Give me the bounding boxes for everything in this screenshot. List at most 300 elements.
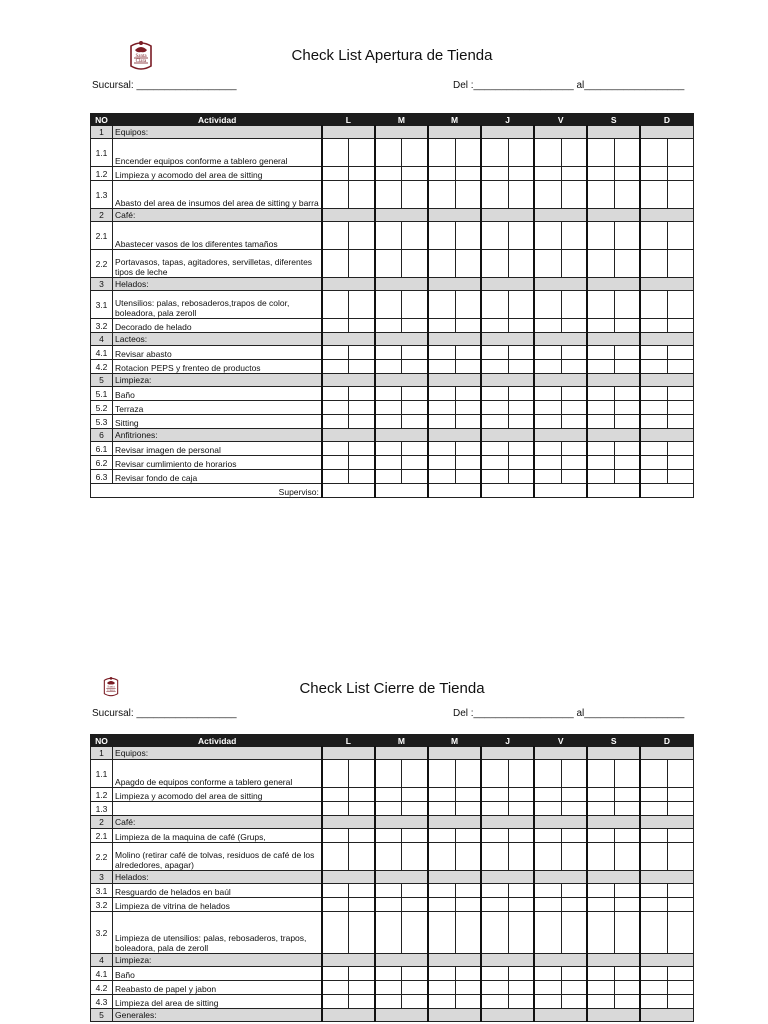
check-cell[interactable] xyxy=(640,401,667,415)
check-cell[interactable] xyxy=(534,802,561,816)
check-cell[interactable] xyxy=(640,250,667,278)
check-cell[interactable] xyxy=(375,139,402,167)
check-cell[interactable] xyxy=(349,788,375,802)
check-cell[interactable] xyxy=(455,898,481,912)
check-cell[interactable] xyxy=(640,442,667,456)
check-cell[interactable] xyxy=(508,387,534,401)
check-cell[interactable] xyxy=(614,181,640,209)
check-cell[interactable] xyxy=(375,829,402,843)
check-cell[interactable] xyxy=(349,250,375,278)
check-cell[interactable] xyxy=(428,829,455,843)
check-cell[interactable] xyxy=(375,181,402,209)
check-cell[interactable] xyxy=(508,967,534,981)
check-cell[interactable] xyxy=(455,442,481,456)
check-cell[interactable] xyxy=(481,415,508,429)
check-cell[interactable] xyxy=(587,415,614,429)
check-cell[interactable] xyxy=(508,898,534,912)
check-cell[interactable] xyxy=(614,346,640,360)
check-cell[interactable] xyxy=(534,829,561,843)
check-cell[interactable] xyxy=(587,760,614,788)
check-cell[interactable] xyxy=(322,981,349,995)
check-cell[interactable] xyxy=(534,967,561,981)
check-cell[interactable] xyxy=(640,167,667,181)
check-cell[interactable] xyxy=(587,167,614,181)
check-cell[interactable] xyxy=(561,181,587,209)
check-cell[interactable] xyxy=(614,222,640,250)
check-cell[interactable] xyxy=(322,401,349,415)
check-cell[interactable] xyxy=(402,181,428,209)
check-cell[interactable] xyxy=(322,760,349,788)
check-cell[interactable] xyxy=(402,291,428,319)
check-cell[interactable] xyxy=(375,470,402,484)
check-cell[interactable] xyxy=(375,346,402,360)
check-cell[interactable] xyxy=(534,167,561,181)
check-cell[interactable] xyxy=(667,319,693,333)
check-cell[interactable] xyxy=(587,995,614,1009)
check-cell[interactable] xyxy=(375,912,402,954)
check-cell[interactable] xyxy=(481,139,508,167)
check-cell[interactable] xyxy=(481,250,508,278)
check-cell[interactable] xyxy=(455,884,481,898)
check-cell[interactable] xyxy=(587,319,614,333)
check-cell[interactable] xyxy=(640,967,667,981)
check-cell[interactable] xyxy=(349,912,375,954)
check-cell[interactable] xyxy=(614,139,640,167)
check-cell[interactable] xyxy=(322,456,349,470)
check-cell[interactable] xyxy=(561,442,587,456)
check-cell[interactable] xyxy=(508,470,534,484)
check-cell[interactable] xyxy=(667,181,693,209)
check-cell[interactable] xyxy=(375,995,402,1009)
check-cell[interactable] xyxy=(667,843,693,871)
check-cell[interactable] xyxy=(561,387,587,401)
check-cell[interactable] xyxy=(667,415,693,429)
check-cell[interactable] xyxy=(349,760,375,788)
check-cell[interactable] xyxy=(534,788,561,802)
check-cell[interactable] xyxy=(561,167,587,181)
check-cell[interactable] xyxy=(349,139,375,167)
check-cell[interactable] xyxy=(640,788,667,802)
check-cell[interactable] xyxy=(561,139,587,167)
check-cell[interactable] xyxy=(587,898,614,912)
check-cell[interactable] xyxy=(481,995,508,1009)
check-cell[interactable] xyxy=(534,843,561,871)
check-cell[interactable] xyxy=(640,360,667,374)
check-cell[interactable] xyxy=(375,898,402,912)
check-cell[interactable] xyxy=(402,912,428,954)
check-cell[interactable] xyxy=(667,250,693,278)
check-cell[interactable] xyxy=(561,829,587,843)
check-cell[interactable] xyxy=(614,884,640,898)
check-cell[interactable] xyxy=(455,456,481,470)
check-cell[interactable] xyxy=(402,760,428,788)
check-cell[interactable] xyxy=(614,843,640,871)
check-cell[interactable] xyxy=(402,167,428,181)
check-cell[interactable] xyxy=(349,995,375,1009)
check-cell[interactable] xyxy=(508,843,534,871)
check-cell[interactable] xyxy=(481,456,508,470)
check-cell[interactable] xyxy=(587,387,614,401)
check-cell[interactable] xyxy=(322,291,349,319)
check-cell[interactable] xyxy=(561,360,587,374)
check-cell[interactable] xyxy=(375,442,402,456)
check-cell[interactable] xyxy=(534,222,561,250)
check-cell[interactable] xyxy=(402,788,428,802)
check-cell[interactable] xyxy=(614,760,640,788)
check-cell[interactable] xyxy=(322,346,349,360)
check-cell[interactable] xyxy=(667,760,693,788)
check-cell[interactable] xyxy=(614,995,640,1009)
check-cell[interactable] xyxy=(508,829,534,843)
check-cell[interactable] xyxy=(349,387,375,401)
check-cell[interactable] xyxy=(428,360,455,374)
check-cell[interactable] xyxy=(587,981,614,995)
check-cell[interactable] xyxy=(614,319,640,333)
check-cell[interactable] xyxy=(640,387,667,401)
check-cell[interactable] xyxy=(508,442,534,456)
check-cell[interactable] xyxy=(587,181,614,209)
check-cell[interactable] xyxy=(667,222,693,250)
check-cell[interactable] xyxy=(481,387,508,401)
check-cell[interactable] xyxy=(322,360,349,374)
check-cell[interactable] xyxy=(614,788,640,802)
check-cell[interactable] xyxy=(481,167,508,181)
check-cell[interactable] xyxy=(455,291,481,319)
check-cell[interactable] xyxy=(667,470,693,484)
check-cell[interactable] xyxy=(640,843,667,871)
check-cell[interactable] xyxy=(640,139,667,167)
check-cell[interactable] xyxy=(508,912,534,954)
check-cell[interactable] xyxy=(402,346,428,360)
check-cell[interactable] xyxy=(640,222,667,250)
check-cell[interactable] xyxy=(349,167,375,181)
period-field[interactable]: Del :__________________ al__________________ xyxy=(453,708,685,719)
check-cell[interactable] xyxy=(402,456,428,470)
check-cell[interactable] xyxy=(402,222,428,250)
check-cell[interactable] xyxy=(349,442,375,456)
check-cell[interactable] xyxy=(375,456,402,470)
check-cell[interactable] xyxy=(455,788,481,802)
sucursal-field[interactable]: Sucursal: __________________ xyxy=(92,708,237,719)
check-cell[interactable] xyxy=(640,760,667,788)
check-cell[interactable] xyxy=(402,415,428,429)
check-cell[interactable] xyxy=(375,760,402,788)
check-cell[interactable] xyxy=(508,401,534,415)
check-cell[interactable] xyxy=(667,967,693,981)
check-cell[interactable] xyxy=(508,788,534,802)
supervisor-sign-cell[interactable] xyxy=(587,484,640,498)
check-cell[interactable] xyxy=(349,843,375,871)
check-cell[interactable] xyxy=(455,387,481,401)
check-cell[interactable] xyxy=(587,967,614,981)
check-cell[interactable] xyxy=(587,222,614,250)
check-cell[interactable] xyxy=(508,981,534,995)
check-cell[interactable] xyxy=(481,788,508,802)
check-cell[interactable] xyxy=(322,139,349,167)
check-cell[interactable] xyxy=(428,139,455,167)
check-cell[interactable] xyxy=(428,981,455,995)
check-cell[interactable] xyxy=(402,470,428,484)
check-cell[interactable] xyxy=(534,981,561,995)
check-cell[interactable] xyxy=(349,981,375,995)
check-cell[interactable] xyxy=(428,802,455,816)
check-cell[interactable] xyxy=(534,319,561,333)
supervisor-sign-cell[interactable] xyxy=(428,484,481,498)
check-cell[interactable] xyxy=(375,843,402,871)
check-cell[interactable] xyxy=(481,346,508,360)
check-cell[interactable] xyxy=(455,401,481,415)
check-cell[interactable] xyxy=(455,250,481,278)
check-cell[interactable] xyxy=(614,470,640,484)
check-cell[interactable] xyxy=(455,470,481,484)
check-cell[interactable] xyxy=(402,139,428,167)
check-cell[interactable] xyxy=(640,291,667,319)
check-cell[interactable] xyxy=(534,456,561,470)
check-cell[interactable] xyxy=(375,884,402,898)
check-cell[interactable] xyxy=(375,415,402,429)
check-cell[interactable] xyxy=(428,250,455,278)
check-cell[interactable] xyxy=(428,346,455,360)
check-cell[interactable] xyxy=(614,387,640,401)
check-cell[interactable] xyxy=(322,167,349,181)
check-cell[interactable] xyxy=(667,139,693,167)
check-cell[interactable] xyxy=(667,912,693,954)
check-cell[interactable] xyxy=(614,456,640,470)
check-cell[interactable] xyxy=(667,995,693,1009)
check-cell[interactable] xyxy=(455,415,481,429)
check-cell[interactable] xyxy=(561,802,587,816)
check-cell[interactable] xyxy=(349,829,375,843)
check-cell[interactable] xyxy=(481,291,508,319)
check-cell[interactable] xyxy=(508,181,534,209)
check-cell[interactable] xyxy=(375,167,402,181)
check-cell[interactable] xyxy=(587,346,614,360)
check-cell[interactable] xyxy=(428,442,455,456)
check-cell[interactable] xyxy=(428,456,455,470)
check-cell[interactable] xyxy=(534,442,561,456)
check-cell[interactable] xyxy=(614,401,640,415)
check-cell[interactable] xyxy=(587,829,614,843)
check-cell[interactable] xyxy=(561,884,587,898)
check-cell[interactable] xyxy=(561,291,587,319)
check-cell[interactable] xyxy=(667,829,693,843)
check-cell[interactable] xyxy=(667,802,693,816)
check-cell[interactable] xyxy=(428,967,455,981)
check-cell[interactable] xyxy=(667,401,693,415)
check-cell[interactable] xyxy=(375,401,402,415)
check-cell[interactable] xyxy=(428,788,455,802)
check-cell[interactable] xyxy=(481,760,508,788)
check-cell[interactable] xyxy=(561,470,587,484)
check-cell[interactable] xyxy=(455,139,481,167)
check-cell[interactable] xyxy=(614,250,640,278)
check-cell[interactable] xyxy=(402,967,428,981)
check-cell[interactable] xyxy=(402,360,428,374)
check-cell[interactable] xyxy=(614,981,640,995)
check-cell[interactable] xyxy=(561,981,587,995)
check-cell[interactable] xyxy=(402,442,428,456)
check-cell[interactable] xyxy=(349,884,375,898)
check-cell[interactable] xyxy=(534,995,561,1009)
check-cell[interactable] xyxy=(322,415,349,429)
check-cell[interactable] xyxy=(561,995,587,1009)
check-cell[interactable] xyxy=(402,843,428,871)
check-cell[interactable] xyxy=(375,360,402,374)
check-cell[interactable] xyxy=(402,319,428,333)
check-cell[interactable] xyxy=(561,788,587,802)
check-cell[interactable] xyxy=(455,967,481,981)
check-cell[interactable] xyxy=(481,967,508,981)
check-cell[interactable] xyxy=(561,222,587,250)
check-cell[interactable] xyxy=(481,843,508,871)
check-cell[interactable] xyxy=(322,387,349,401)
check-cell[interactable] xyxy=(587,250,614,278)
check-cell[interactable] xyxy=(349,401,375,415)
check-cell[interactable] xyxy=(667,884,693,898)
check-cell[interactable] xyxy=(587,456,614,470)
check-cell[interactable] xyxy=(534,401,561,415)
check-cell[interactable] xyxy=(614,802,640,816)
check-cell[interactable] xyxy=(587,442,614,456)
check-cell[interactable] xyxy=(640,995,667,1009)
check-cell[interactable] xyxy=(614,898,640,912)
check-cell[interactable] xyxy=(428,415,455,429)
supervisor-sign-cell[interactable] xyxy=(375,484,428,498)
check-cell[interactable] xyxy=(322,442,349,456)
check-cell[interactable] xyxy=(508,995,534,1009)
check-cell[interactable] xyxy=(322,829,349,843)
check-cell[interactable] xyxy=(455,912,481,954)
check-cell[interactable] xyxy=(322,470,349,484)
check-cell[interactable] xyxy=(614,829,640,843)
check-cell[interactable] xyxy=(561,250,587,278)
check-cell[interactable] xyxy=(402,387,428,401)
check-cell[interactable] xyxy=(349,415,375,429)
check-cell[interactable] xyxy=(428,167,455,181)
check-cell[interactable] xyxy=(561,760,587,788)
check-cell[interactable] xyxy=(640,884,667,898)
check-cell[interactable] xyxy=(640,181,667,209)
check-cell[interactable] xyxy=(428,387,455,401)
check-cell[interactable] xyxy=(481,470,508,484)
check-cell[interactable] xyxy=(508,250,534,278)
check-cell[interactable] xyxy=(402,802,428,816)
check-cell[interactable] xyxy=(428,995,455,1009)
check-cell[interactable] xyxy=(322,843,349,871)
check-cell[interactable] xyxy=(667,387,693,401)
check-cell[interactable] xyxy=(375,802,402,816)
check-cell[interactable] xyxy=(428,898,455,912)
check-cell[interactable] xyxy=(322,912,349,954)
check-cell[interactable] xyxy=(508,884,534,898)
check-cell[interactable] xyxy=(508,360,534,374)
check-cell[interactable] xyxy=(455,167,481,181)
check-cell[interactable] xyxy=(667,346,693,360)
check-cell[interactable] xyxy=(349,802,375,816)
check-cell[interactable] xyxy=(640,470,667,484)
check-cell[interactable] xyxy=(667,442,693,456)
check-cell[interactable] xyxy=(428,222,455,250)
check-cell[interactable] xyxy=(455,760,481,788)
check-cell[interactable] xyxy=(587,788,614,802)
check-cell[interactable] xyxy=(349,319,375,333)
check-cell[interactable] xyxy=(534,470,561,484)
check-cell[interactable] xyxy=(481,884,508,898)
check-cell[interactable] xyxy=(322,995,349,1009)
check-cell[interactable] xyxy=(402,884,428,898)
check-cell[interactable] xyxy=(455,346,481,360)
check-cell[interactable] xyxy=(561,912,587,954)
check-cell[interactable] xyxy=(402,250,428,278)
check-cell[interactable] xyxy=(561,346,587,360)
check-cell[interactable] xyxy=(402,401,428,415)
check-cell[interactable] xyxy=(534,415,561,429)
check-cell[interactable] xyxy=(508,456,534,470)
check-cell[interactable] xyxy=(587,139,614,167)
check-cell[interactable] xyxy=(587,802,614,816)
check-cell[interactable] xyxy=(640,346,667,360)
check-cell[interactable] xyxy=(455,995,481,1009)
check-cell[interactable] xyxy=(508,415,534,429)
check-cell[interactable] xyxy=(534,181,561,209)
check-cell[interactable] xyxy=(614,167,640,181)
check-cell[interactable] xyxy=(481,898,508,912)
check-cell[interactable] xyxy=(481,401,508,415)
check-cell[interactable] xyxy=(428,291,455,319)
check-cell[interactable] xyxy=(375,319,402,333)
check-cell[interactable] xyxy=(402,829,428,843)
check-cell[interactable] xyxy=(455,222,481,250)
check-cell[interactable] xyxy=(587,843,614,871)
check-cell[interactable] xyxy=(455,829,481,843)
check-cell[interactable] xyxy=(481,222,508,250)
check-cell[interactable] xyxy=(614,360,640,374)
check-cell[interactable] xyxy=(428,912,455,954)
check-cell[interactable] xyxy=(534,760,561,788)
check-cell[interactable] xyxy=(587,291,614,319)
check-cell[interactable] xyxy=(640,898,667,912)
period-field[interactable]: Del :__________________ al__________________ xyxy=(453,80,685,91)
check-cell[interactable] xyxy=(508,346,534,360)
check-cell[interactable] xyxy=(402,981,428,995)
check-cell[interactable] xyxy=(375,788,402,802)
check-cell[interactable] xyxy=(375,222,402,250)
check-cell[interactable] xyxy=(481,981,508,995)
check-cell[interactable] xyxy=(640,912,667,954)
check-cell[interactable] xyxy=(534,346,561,360)
check-cell[interactable] xyxy=(667,788,693,802)
check-cell[interactable] xyxy=(534,387,561,401)
check-cell[interactable] xyxy=(614,291,640,319)
check-cell[interactable] xyxy=(428,401,455,415)
check-cell[interactable] xyxy=(534,912,561,954)
check-cell[interactable] xyxy=(455,981,481,995)
check-cell[interactable] xyxy=(640,829,667,843)
check-cell[interactable] xyxy=(455,360,481,374)
check-cell[interactable] xyxy=(322,802,349,816)
check-cell[interactable] xyxy=(349,456,375,470)
check-cell[interactable] xyxy=(508,167,534,181)
check-cell[interactable] xyxy=(640,981,667,995)
check-cell[interactable] xyxy=(614,442,640,456)
check-cell[interactable] xyxy=(481,181,508,209)
supervisor-sign-cell[interactable] xyxy=(481,484,534,498)
check-cell[interactable] xyxy=(428,470,455,484)
check-cell[interactable] xyxy=(667,360,693,374)
check-cell[interactable] xyxy=(587,884,614,898)
check-cell[interactable] xyxy=(481,442,508,456)
check-cell[interactable] xyxy=(561,967,587,981)
